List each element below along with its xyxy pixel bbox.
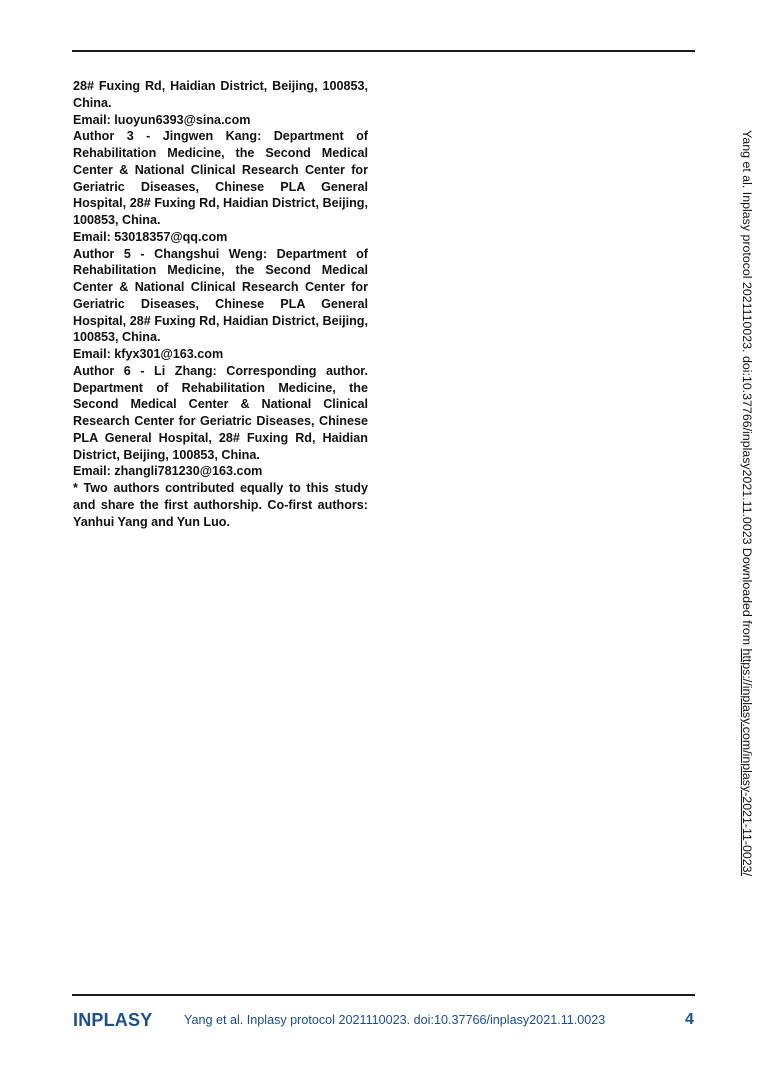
page-number: 4 — [685, 1011, 694, 1028]
download-notice-text: Yang et al. Inplasy protocol 2021110023. doi:10.37766/inplasy2021.11.0023 Downloaded from — [740, 130, 754, 649]
affiliation-paragraph: Author 5 - Changshui Weng: Department of Rehabilitation Medicine, the Second Medical Center & National Clinical Research Center for Geriatric Diseases, Chinese PLA General Hospital, 28# Fuxing Rd, Haidian District, Beijing, 100853, China. — [73, 246, 368, 345]
affiliation-paragraph: 28# Fuxing Rd, Haidian District, Beijing, 100853, China. — [73, 79, 368, 110]
author-affiliations-column — [73, 78, 368, 530]
footer-citation: Yang et al. Inplasy protocol 2021110023. doi:10.37766/inplasy2021.11.0023 — [184, 1013, 606, 1027]
header-rule — [72, 50, 695, 52]
email-line: Email: kfyx301@163.com — [73, 347, 224, 361]
equal-contribution-note: * Two authors contributed equally to this study and share the first authorship. Co-first authors: Yanhui Yang and Yun Luo. — [73, 481, 368, 529]
inplasy-logo: INPLASY — [73, 1010, 153, 1030]
download-link[interactable]: https://inplasy.com/inplasy-2021-11-0023/ — [740, 648, 754, 877]
footer-rule — [72, 994, 695, 996]
affiliation-paragraph: Author 6 - Li Zhang: Corresponding author. Department of Rehabilitation Medicine, the Second Medical Center & National Clinical Research Center for Geriatric Diseases, Chinese PLA General Hospital, 28# Fuxing Rd, Haidian District, Beijing, 100853, China. — [73, 363, 368, 462]
email-line: Email: zhangli781230@163.com — [73, 464, 263, 479]
email-line: Email: 53018357@qq.com — [73, 229, 228, 244]
affiliation-paragraph: Author 3 - Jingwen Kang: Department of Rehabilitation Medicine, the Second Medical Center & National Clinical Research Center for Geriatric Diseases, Chinese PLA General Hospital, 28# Fuxing Rd, Haidian District, Beijing, 100853, China. — [73, 129, 368, 227]
vertical-download-notice — [740, 130, 754, 930]
email-line: Email: luoyun6393@sina.com — [73, 112, 251, 127]
